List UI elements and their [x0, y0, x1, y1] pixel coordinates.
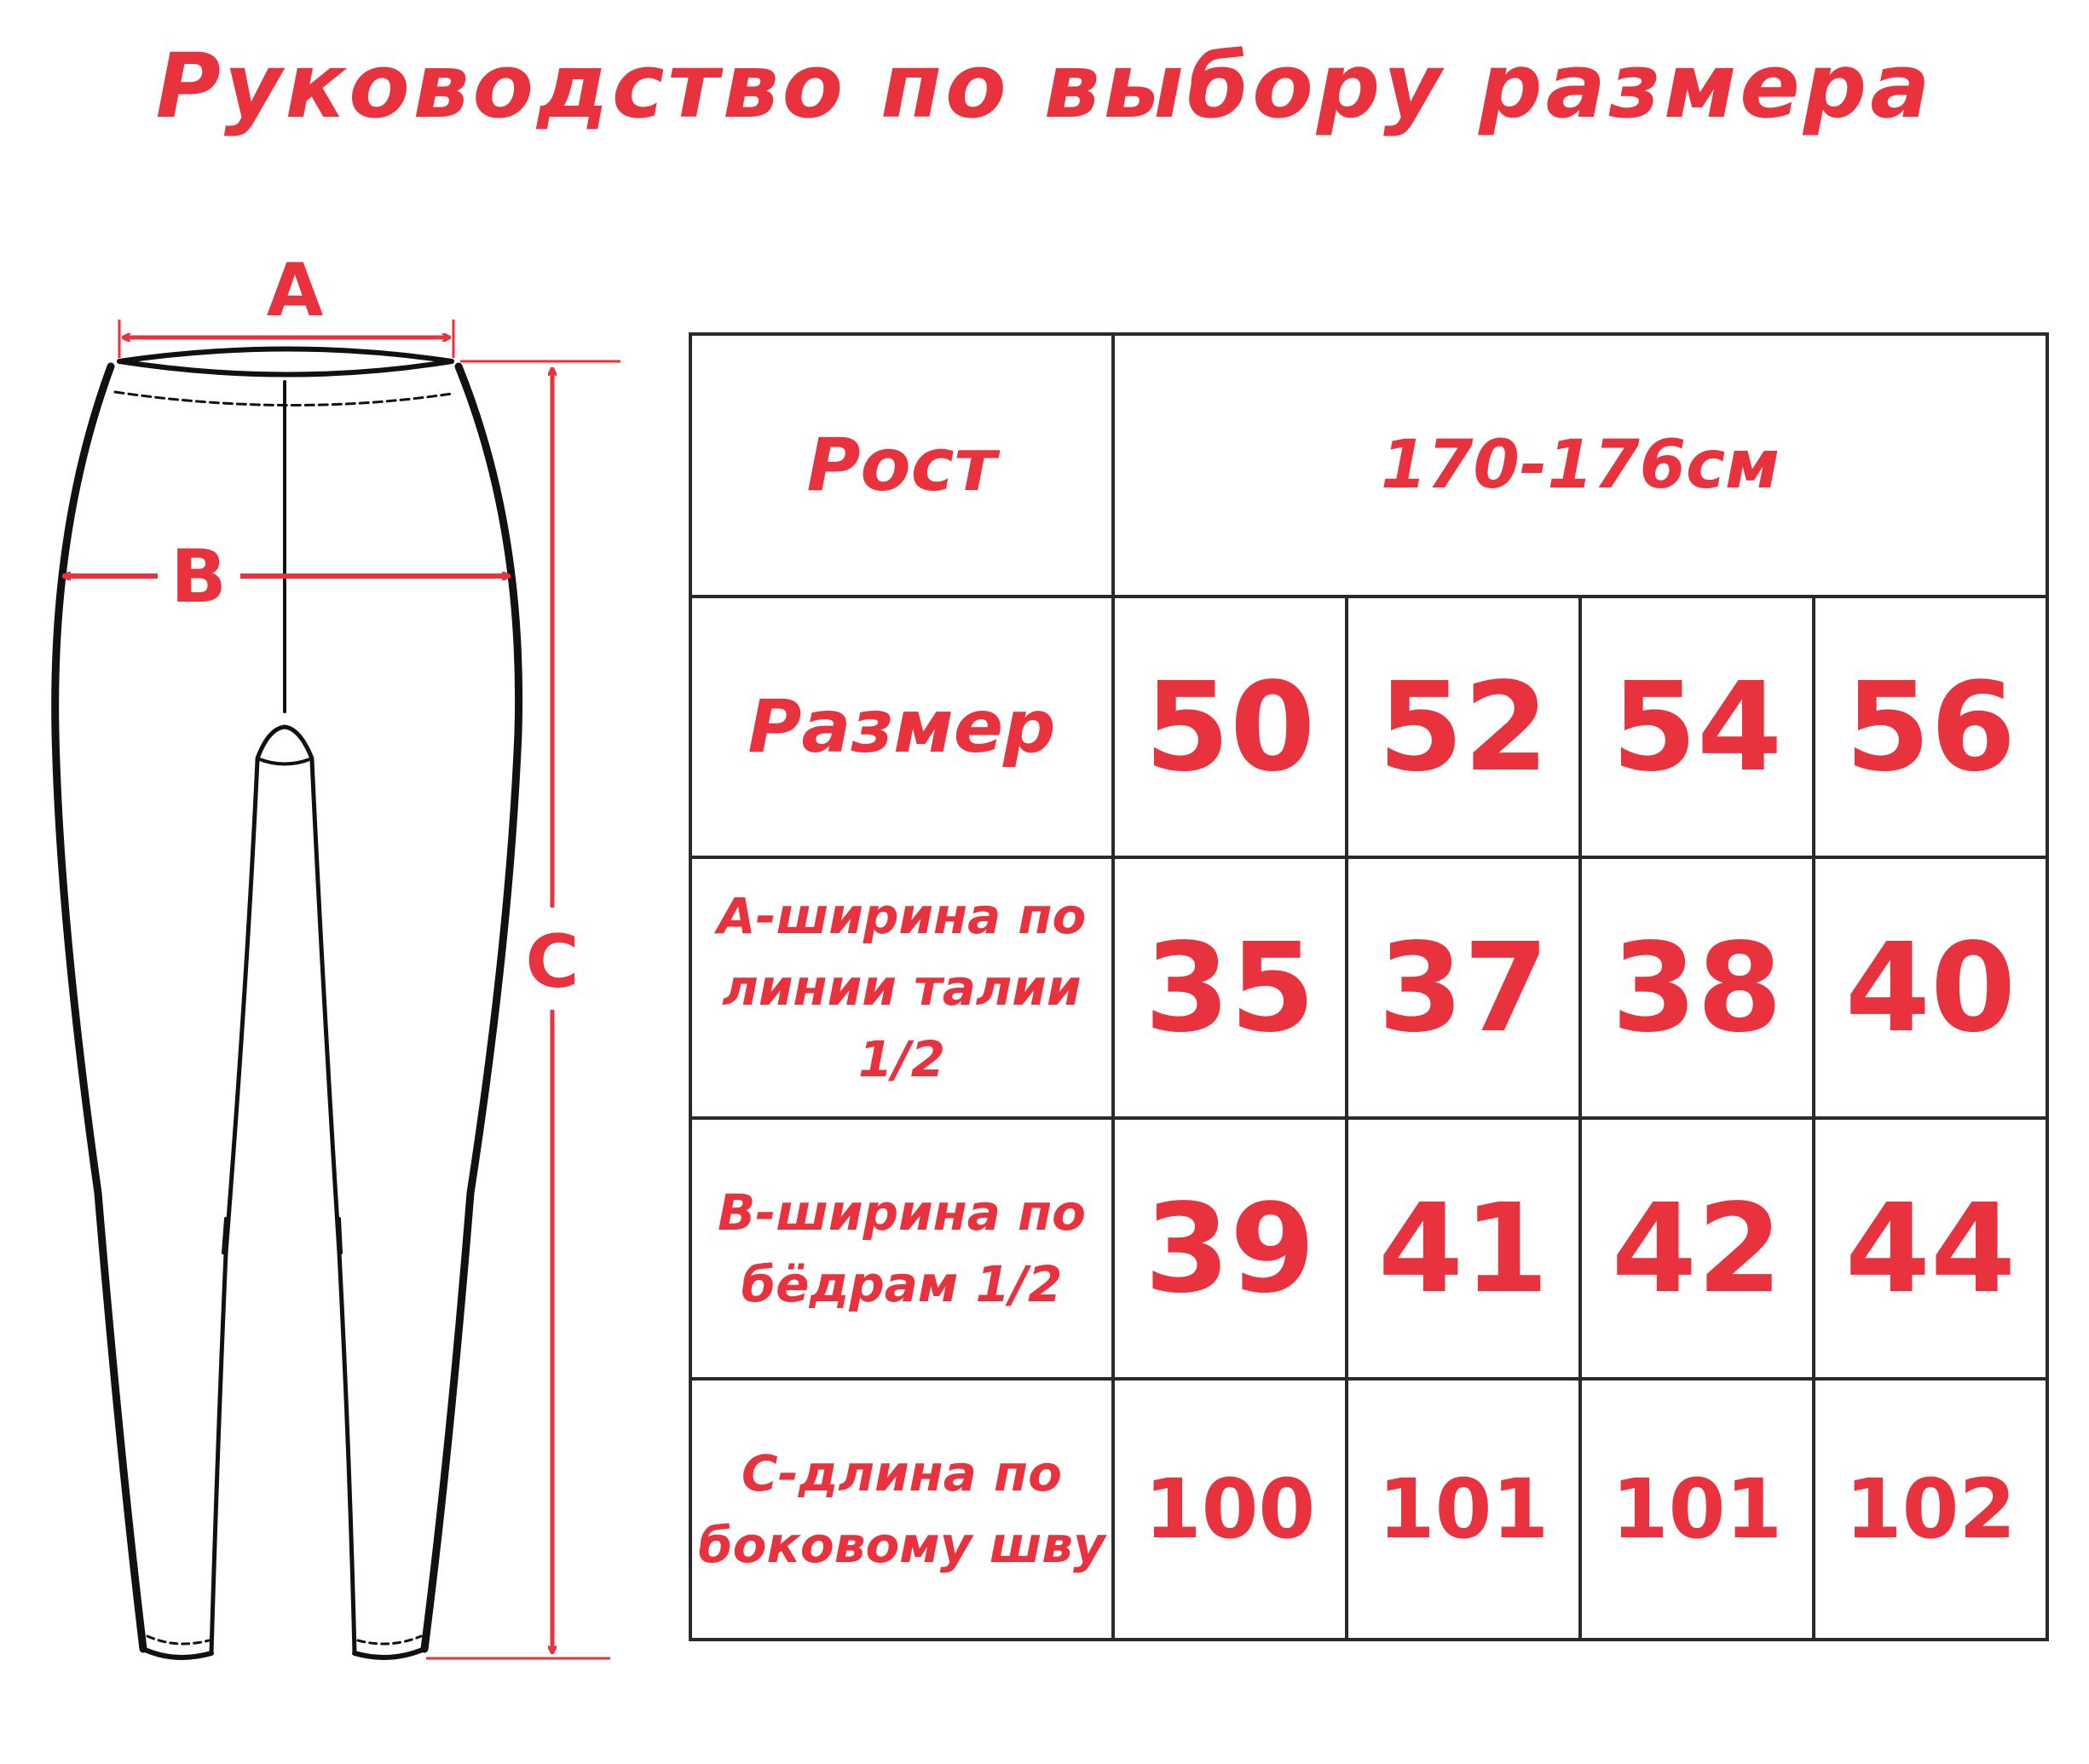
label-a: A	[266, 248, 324, 333]
size-label: Размер	[690, 597, 1113, 857]
length-cell: 100	[1113, 1379, 1347, 1640]
measure-a	[119, 248, 453, 358]
label-c: C	[525, 919, 580, 1005]
table-row-height	[690, 334, 2047, 597]
height-label: Рост	[690, 334, 1113, 597]
length-cell: 101	[1347, 1379, 1580, 1640]
leggings-diagram	[0, 0, 648, 1764]
table-row-waist	[690, 857, 2047, 1118]
label-b: B	[170, 534, 227, 620]
size-cell: 52	[1347, 597, 1580, 857]
page-title: Руководство по выбору размера	[155, 34, 1934, 138]
size-cell: 56	[1814, 597, 2047, 857]
length-cell: 102	[1814, 1379, 2047, 1640]
table-row-hips	[690, 1118, 2047, 1379]
size-cell: 50	[1113, 597, 1347, 857]
length-cell: 101	[1580, 1379, 1814, 1640]
size-table	[689, 332, 2049, 1641]
length-label: С-длина по боковому шву	[690, 1379, 1113, 1640]
height-value: 170-176см	[1113, 334, 2047, 597]
measure-c	[426, 361, 620, 1658]
waist-cell: 38	[1580, 857, 1814, 1118]
waist-cell: 35	[1113, 857, 1347, 1118]
waist-label: А-ширина по линии талии 1/2	[690, 857, 1113, 1118]
hips-label: В-ширина по бёдрам 1/2	[690, 1118, 1113, 1379]
waist-cell: 40	[1814, 857, 2047, 1118]
hips-cell: 39	[1113, 1118, 1347, 1379]
hips-cell: 44	[1814, 1118, 2047, 1379]
leggings-outline	[55, 349, 519, 1657]
table-row-length	[690, 1379, 2047, 1640]
size-cell: 54	[1580, 597, 1814, 857]
hips-cell: 42	[1580, 1118, 1814, 1379]
hips-cell: 41	[1347, 1118, 1580, 1379]
table-row-size	[690, 597, 2047, 857]
waist-cell: 37	[1347, 857, 1580, 1118]
